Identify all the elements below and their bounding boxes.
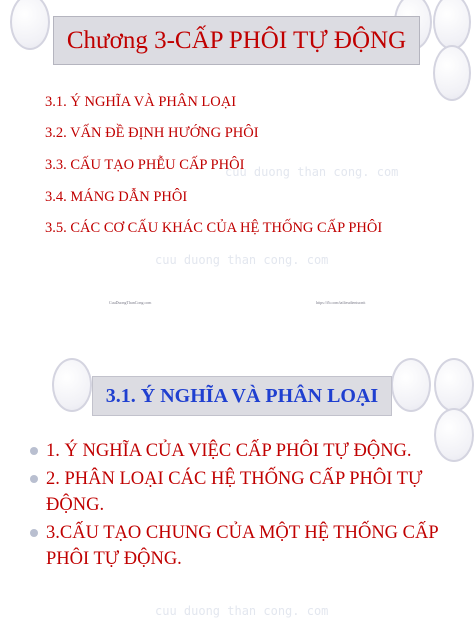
circle-decoration: [52, 358, 92, 412]
circle-decoration: [433, 45, 471, 101]
watermark: cuu duong than cong. com: [225, 165, 399, 179]
outline-item: 3.3. CẤU TẠO PHỄU CẤP PHÔI: [45, 157, 245, 173]
circle-decoration: [391, 358, 431, 412]
bullet-dot-icon: [30, 475, 38, 483]
bullet-text: 3.CẤU TẠO CHUNG CỦA MỘT HỆ THỐNG CẤP PHÔI TỰ ĐỘNG.: [46, 523, 438, 569]
circle-decoration: [433, 0, 471, 50]
circle-decoration: [10, 0, 50, 50]
circle-decoration: [434, 358, 474, 412]
outline-item: 3.5. CÁC CƠ CẤU KHÁC CỦA HỆ THỐNG CẤP PHÔI: [45, 220, 383, 236]
footer-right-text: https://fb.com/tailieudientucntt: [316, 300, 366, 305]
bullet-text: 2. PHÂN LOẠI CÁC HỆ THỐNG CẤP PHÔI TỰ ĐỘNG.: [46, 469, 423, 515]
footer-left-text: CuuDuongThanCong.com: [109, 300, 152, 305]
bullet-text: 1. Ý NGHĨA CỦA VIỆC CẤP PHÔI TỰ ĐỘNG.: [46, 441, 412, 461]
watermark: cuu duong than cong. com: [155, 253, 329, 267]
bullet-item: [28, 466, 468, 518]
bullet-dot-icon: [30, 447, 38, 455]
slide-title-box: [92, 376, 392, 416]
watermark: cuu duong than cong. com: [155, 604, 329, 618]
slide-2: [0, 316, 474, 632]
bullet-dot-icon: [30, 529, 38, 537]
slide-title-box: [53, 16, 420, 65]
outline-item: 3.1. Ý NGHĨA VÀ PHÂN LOẠI: [45, 94, 237, 110]
bullet-list: [28, 438, 468, 574]
bullet-item: [28, 520, 468, 572]
outline-item: 3.2. VẤN ĐỀ ĐỊNH HƯỚNG PHÔI: [45, 125, 259, 141]
bullet-item: [28, 438, 468, 464]
slide-title: 3.1. Ý NGHĨA VÀ PHÂN LOẠI: [105, 384, 379, 407]
slide-title: Chương 3-CẤP PHÔI TỰ ĐỘNG: [66, 26, 407, 54]
outline-item: 3.4. MÁNG DẪN PHÔI: [45, 189, 188, 205]
